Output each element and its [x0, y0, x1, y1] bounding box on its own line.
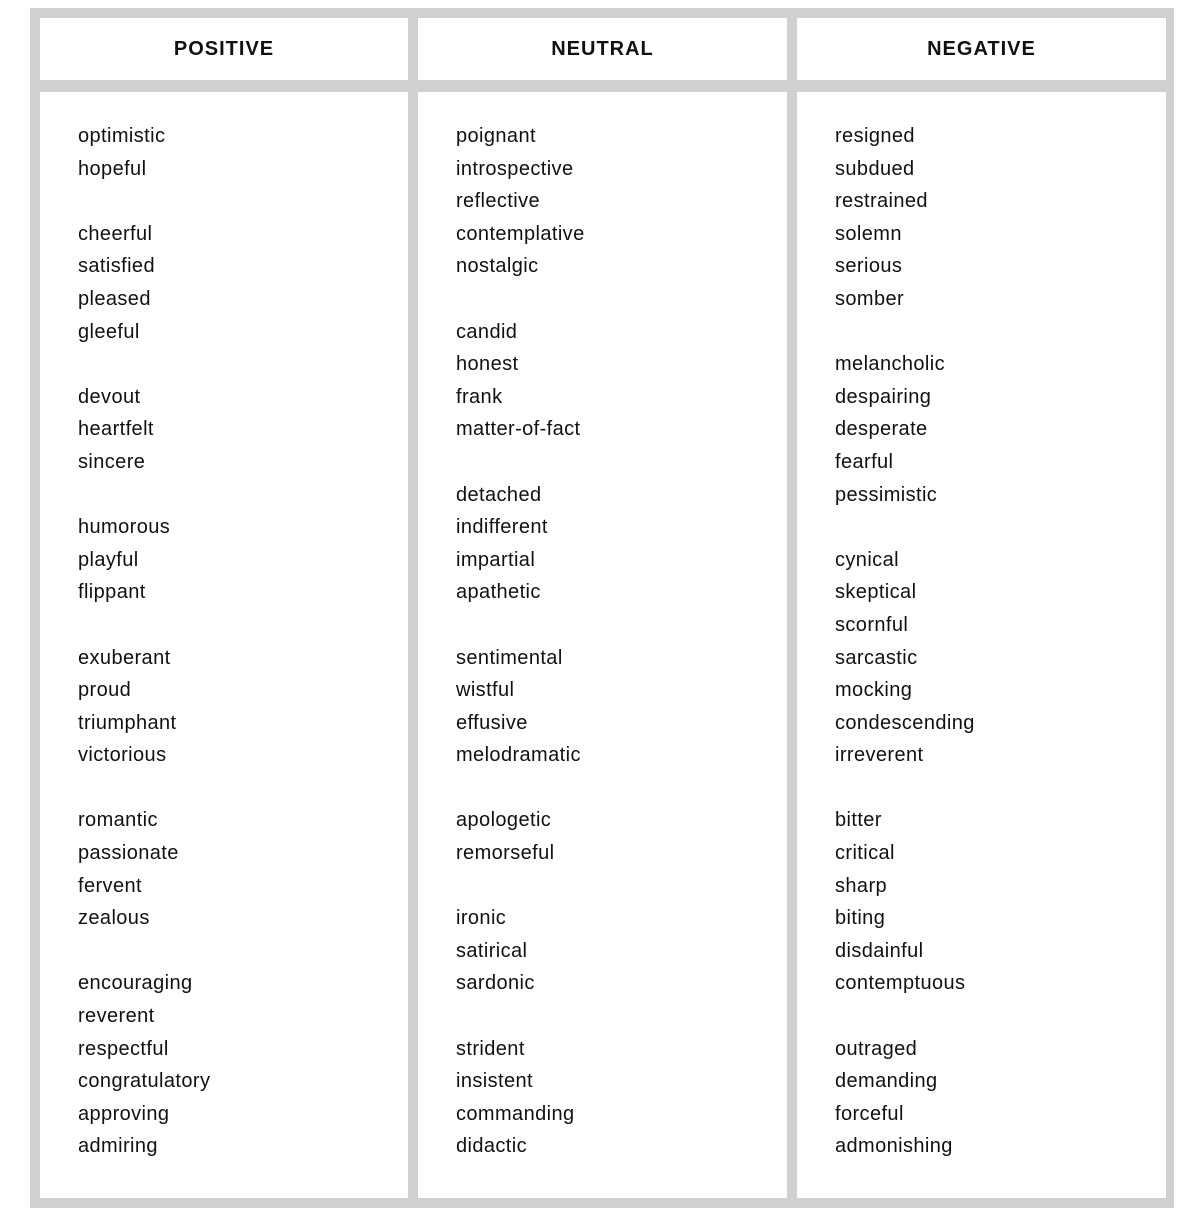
- word-group: [835, 1033, 975, 1163]
- tone-word: critical: [835, 842, 895, 865]
- word-group: [78, 218, 210, 348]
- word-group: [835, 348, 975, 511]
- tone-word: pessimistic: [835, 483, 938, 506]
- tone-word: respectful: [78, 1037, 169, 1060]
- tone-word: skeptical: [835, 581, 917, 604]
- tone-word: victorious: [78, 744, 167, 767]
- word-group: [78, 120, 210, 185]
- tone-word: approving: [78, 1102, 170, 1125]
- header-positive-label: POSITIVE: [173, 37, 275, 60]
- tone-word: solemn: [835, 222, 902, 245]
- word-list-negative: [835, 120, 975, 1196]
- tone-word: pleased: [78, 287, 151, 310]
- tone-word: disdainful: [835, 939, 924, 962]
- tone-word: sentimental: [456, 646, 563, 669]
- tone-word: didactic: [456, 1135, 528, 1158]
- tone-word: admiring: [78, 1135, 158, 1158]
- tone-word: restrained: [835, 190, 928, 213]
- column-positive: [40, 92, 408, 1198]
- tone-word: playful: [78, 548, 139, 571]
- tone-word: reflective: [456, 190, 541, 213]
- tone-word: cynical: [835, 548, 899, 571]
- tone-word: zealous: [78, 907, 150, 930]
- tone-word: nostalgic: [456, 255, 539, 278]
- word-group: [456, 316, 585, 446]
- tone-word: reverent: [78, 1005, 155, 1028]
- tone-word: congratulatory: [78, 1070, 211, 1093]
- word-group: [456, 120, 585, 283]
- word-group: [78, 967, 210, 1163]
- tone-word: resigned: [835, 125, 915, 147]
- tone-word: flippant: [78, 581, 146, 604]
- tone-word: fervent: [78, 874, 142, 897]
- tone-word: scornful: [835, 613, 909, 636]
- tone-word: encouraging: [78, 972, 193, 995]
- word-group: [456, 479, 585, 609]
- tone-word: bitter: [835, 809, 882, 832]
- word-list-neutral: [456, 120, 585, 1196]
- tone-word: romantic: [78, 809, 158, 832]
- tone-word: strident: [456, 1037, 525, 1060]
- tone-word: serious: [835, 255, 903, 278]
- tone-word: matter-of-fact: [456, 418, 581, 441]
- header-neutral: [418, 18, 787, 80]
- word-group: [78, 511, 210, 609]
- tone-word: cheerful: [78, 222, 153, 245]
- tone-word: sincere: [78, 450, 146, 473]
- tone-word: insistent: [456, 1070, 533, 1093]
- tone-word: desperate: [835, 418, 928, 441]
- tone-word: condescending: [835, 711, 975, 734]
- word-group: [835, 120, 975, 316]
- tone-word: triumphant: [78, 711, 177, 734]
- tone-word: honest: [456, 353, 519, 376]
- tone-word: contemplative: [456, 222, 585, 245]
- tone-word: contemptuous: [835, 972, 966, 995]
- word-group: [78, 804, 210, 934]
- tone-word: wistful: [456, 679, 515, 702]
- tone-word: outraged: [835, 1037, 918, 1060]
- tone-word: introspective: [456, 157, 574, 180]
- tone-word: commanding: [456, 1102, 575, 1125]
- tone-word: sarcastic: [835, 646, 918, 669]
- header-negative-label: NEGATIVE: [927, 37, 1036, 60]
- header-neutral-label: NEUTRAL: [551, 37, 654, 60]
- tone-word: apologetic: [456, 809, 552, 832]
- tone-words-table: [30, 8, 1174, 1208]
- word-group: [835, 804, 975, 1000]
- column-neutral: [418, 92, 787, 1198]
- tone-word: impartial: [456, 548, 536, 571]
- tone-word: heartfelt: [78, 418, 154, 441]
- tone-word: candid: [456, 320, 518, 343]
- tone-word: remorseful: [456, 842, 555, 865]
- tone-word: proud: [78, 679, 132, 702]
- tone-word: sardonic: [456, 972, 535, 995]
- tone-word: despairing: [835, 385, 932, 408]
- tone-word: somber: [835, 287, 905, 310]
- tone-word: devout: [78, 385, 141, 408]
- tone-word: frank: [456, 385, 503, 408]
- tone-word: passionate: [78, 842, 179, 865]
- tone-word: effusive: [456, 711, 528, 734]
- tone-word: hopeful: [78, 157, 147, 180]
- word-group: [456, 1033, 585, 1163]
- tone-word: melodramatic: [456, 744, 581, 767]
- tone-word: optimistic: [78, 125, 166, 147]
- tone-word: apathetic: [456, 581, 541, 604]
- tone-word: indifferent: [456, 516, 548, 539]
- tone-word: humorous: [78, 516, 171, 539]
- word-group: [456, 902, 585, 1000]
- word-group: [78, 381, 210, 479]
- word-group: [456, 642, 585, 772]
- tone-word: satirical: [456, 939, 528, 962]
- tone-word: mocking: [835, 679, 913, 702]
- header-positive: [40, 18, 408, 80]
- tone-word: fearful: [835, 450, 894, 473]
- tone-word: satisfied: [78, 255, 155, 278]
- header-negative: [797, 18, 1166, 80]
- tone-word: detached: [456, 483, 542, 506]
- tone-word: melancholic: [835, 353, 946, 376]
- tone-word: forceful: [835, 1102, 904, 1125]
- tone-word: ironic: [456, 907, 507, 930]
- tone-word: subdued: [835, 157, 915, 180]
- word-group: [456, 804, 585, 869]
- word-group: [78, 642, 210, 772]
- tone-word: poignant: [456, 125, 536, 147]
- tone-word: exuberant: [78, 646, 171, 669]
- column-negative: [797, 92, 1166, 1198]
- tone-word: demanding: [835, 1070, 938, 1093]
- tone-word: gleeful: [78, 320, 140, 343]
- tone-word: irreverent: [835, 744, 924, 767]
- word-group: [835, 544, 975, 772]
- tone-word: biting: [835, 907, 886, 930]
- tone-word: admonishing: [835, 1135, 953, 1158]
- tone-word: sharp: [835, 874, 888, 897]
- word-list-positive: [78, 120, 210, 1196]
